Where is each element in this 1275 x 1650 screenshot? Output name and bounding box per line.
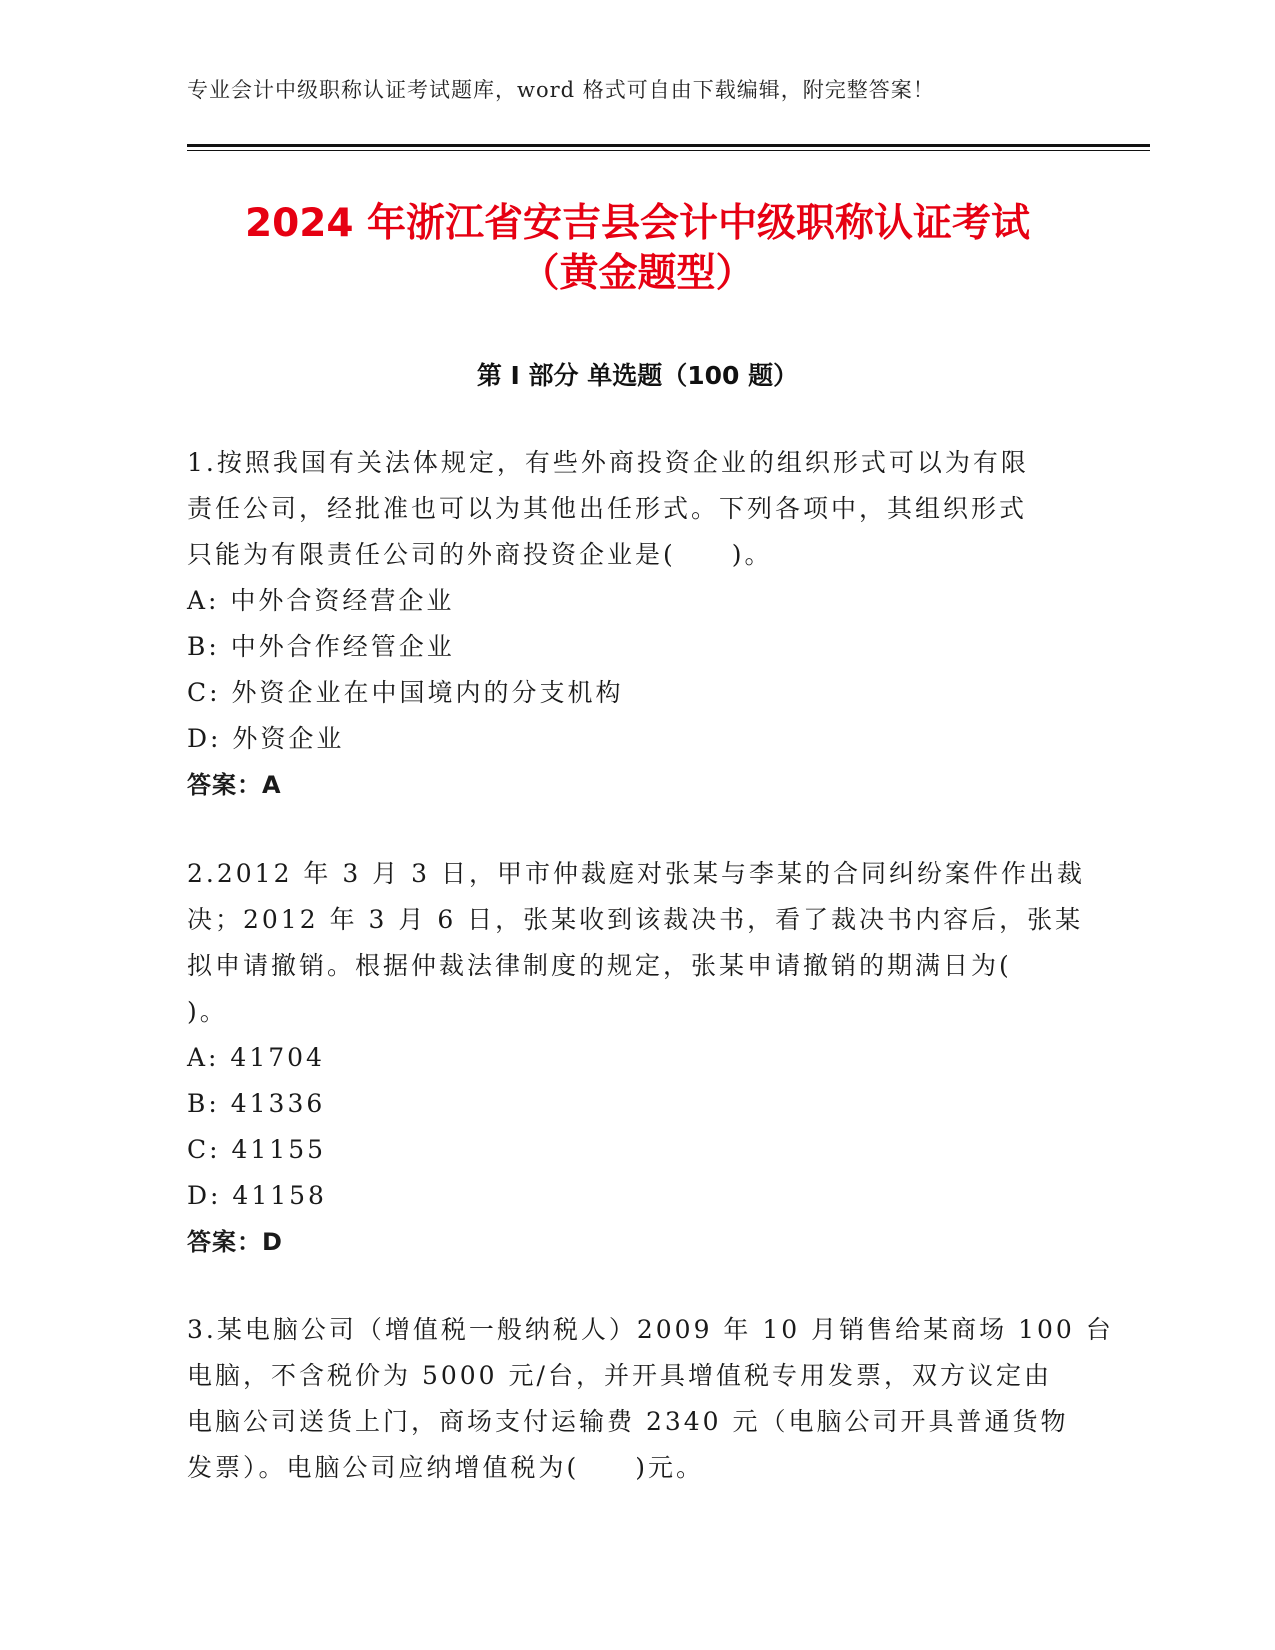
question-2 (187, 851, 1086, 1265)
question-line: 只能为有限责任公司的外商投资企业是( )。 (187, 540, 773, 569)
question-2-options (187, 1035, 1067, 1219)
option-a: A: 41704 (187, 1043, 325, 1072)
header-note: 专业会计中级职称认证考试题库，word 格式可自由下载编辑，附完整答案！ (187, 78, 935, 102)
question-1-answer: 答案：A (187, 771, 282, 799)
question-line: 电脑公司送货上门，商场支付运输费 2340 元（电脑公司开具普通货物 (187, 1407, 1069, 1436)
header-rule-thin (187, 150, 1150, 151)
option-b: B: 中外合作经管企业 (187, 632, 455, 661)
document-title-line1: 2024 年浙江省安吉县会计中级职称认证考试 (244, 201, 1031, 246)
question-line: 决；2012 年 3 月 6 日，张某收到该裁决书，看了裁决书内容后，张某 (187, 905, 1084, 934)
question-2-text (187, 851, 1086, 1035)
option-d: D: 41158 (187, 1181, 327, 1210)
question-1-text (187, 440, 1067, 578)
question-line: 3.某电脑公司（增值税一般纳税人）2009 年 10 月销售给某商场 100 台 (187, 1315, 1114, 1344)
option-d: D: 外资企业 (187, 724, 345, 753)
section-title: 第 I 部分 单选题（100 题） (476, 361, 799, 390)
question-line: 发票）。电脑公司应纳增值税为( )元。 (187, 1453, 705, 1482)
question-3-text (187, 1307, 1114, 1491)
question-line: 拟申请撤销。根据仲裁法律制度的规定，张某申请撤销的期满日为( (187, 951, 1012, 980)
option-b: B: 41336 (187, 1089, 326, 1118)
question-line: 责任公司，经批准也可以为其他出任形式。下列各项中，其组织形式 (187, 494, 1028, 523)
option-a: A: 中外合资经营企业 (187, 586, 455, 615)
question-3 (187, 1307, 1114, 1491)
question-2-answer: 答案：D (187, 1228, 283, 1256)
question-1-options (187, 578, 1067, 762)
question-line: 2.2012 年 3 月 3 日，甲市仲裁庭对张某与李某的合同纠纷案件作出裁 (187, 859, 1086, 888)
question-line: )。 (187, 997, 228, 1026)
question-1 (187, 440, 1067, 808)
document-title-line2: （黄金题型） (520, 251, 755, 296)
header-rule-thick (187, 144, 1150, 147)
question-line: 电脑，不含税价为 5000 元/台，并开具增值税专用发票，双方议定由 (187, 1361, 1052, 1390)
option-c: C: 外资企业在中国境内的分支机构 (187, 678, 624, 707)
question-line: 1.按照我国有关法体规定，有些外商投资企业的组织形式可以为有限 (187, 448, 1029, 477)
option-c: C: 41155 (187, 1135, 327, 1164)
